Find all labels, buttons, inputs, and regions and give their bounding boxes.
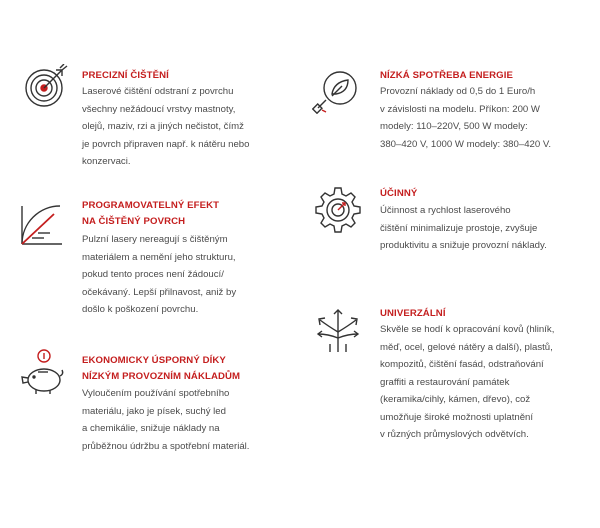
feature-title: UNIVERZÁLNÍ xyxy=(380,308,446,319)
piggy-bank-coin-icon xyxy=(18,348,66,396)
gauge-sweep-icon xyxy=(18,200,66,248)
multi-arrows-icon xyxy=(314,306,362,354)
feature-description: Pulzní lasery nereagují s čištěným materiálem a nemění jeho strukturu, pokud tento proces není žádoucí/ očekávaný. Lepší přilnavost, aniž by došlo k poškození povrchu. xyxy=(82,234,237,315)
feature-title: NÍZKÁ SPOTŘEBA ENERGIE xyxy=(380,70,513,81)
feature-description: Účinnost a rychlost laserového čištění minimalizuje prostoje, zvyšuje produktivitu a snižuje provozní náklady. xyxy=(380,205,547,251)
feature-title: ÚČINNÝ xyxy=(380,188,418,199)
gear-target-icon xyxy=(314,186,362,234)
feature-title: EKONOMICKY ÚSPORNÝ DÍKY NÍZKÝM PROVOZNÍM NÁKLADŮM xyxy=(82,355,241,382)
feature-description: Skvěle se hodí k opracování kovů (hliník, měď, ocel, gelové nátěry a další), plastů, kompozitů, čištění fasád, odstraňování graffiti a restaurování památek (keramika/cihly, kámen, dřevo), což umožňuje široké možnosti uplatnění v různých průmyslových odvětvích. xyxy=(380,324,555,440)
feature-title: PROGRAMOVATELNÝ EFEKT NA ČIŠTĚNÝ POVRCH xyxy=(82,200,220,227)
feature-description: Laserové čištění odstraní z povrchu všechny nežádoucí vrstvy mastnoty, olejů, maziv, rzi a jiných nečistot, čímž je povrch připraven např. k nátěru nebo konzervaci. xyxy=(82,86,250,167)
feature-title: PRECIZNÍ ČIŠTĚNÍ xyxy=(82,70,169,81)
feature-description: Provozní náklady od 0,5 do 1 Euro/h v závislosti na modelu. Příkon: 200 W modely: 110–220V, 500 W modely: 380–420 V, 1000 W modely: 380–420 V. xyxy=(380,86,552,150)
eco-plug-leaf-icon xyxy=(312,66,360,114)
target-arrow-icon xyxy=(22,64,70,112)
feature-description: Vyloučením používání spotřebního materiálu, jako je písek, suchý led a chemikálie, snižuje náklady na průběžnou údržbu a spotřební materiál. xyxy=(82,388,250,452)
